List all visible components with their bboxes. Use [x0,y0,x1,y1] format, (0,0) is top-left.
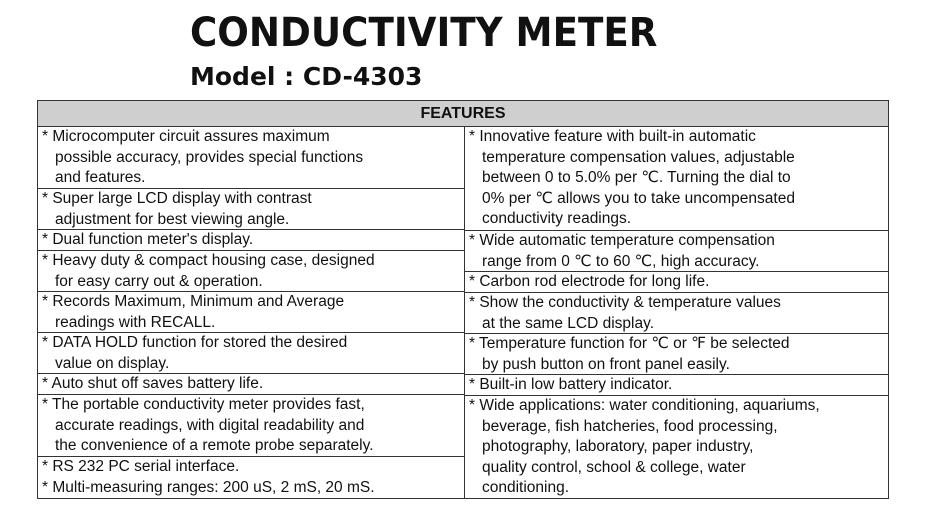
feature-text-line: temperature compensation values, adjustable [482,148,795,166]
feature-text-line: beverage, fish hatcheries, food processing, [482,417,778,435]
page-title: CONDUCTIVITY METER [190,10,658,56]
feature-cell [38,374,464,395]
feature-cell [38,457,464,499]
feature-text-line: * RS 232 PC serial interface. [42,458,240,475]
feature-text-line: conductivity readings. [482,210,632,228]
feature-text-line: * Wide applications: water conditioning, aquariums, [469,397,820,414]
feature-text-line: adjustment for best viewing angle. [55,210,290,228]
feature-text-line: possible accuracy, provides special functions [55,148,364,166]
features-table [37,100,889,499]
feature-text-line: * Auto shut off saves battery life. [42,375,264,392]
feature-text-line: * Microcomputer circuit assures maximum [42,128,330,145]
feature-text-line: * Multi-measuring ranges: 200 uS, 2 mS, 20 mS. [42,478,375,496]
feature-text-line: value on display. [55,354,170,372]
feature-text-line: and features. [55,169,146,187]
feature-cell [38,251,464,292]
model-number: Model : CD-4303 [190,62,423,91]
features-left-column [38,127,465,498]
feature-cell [465,231,888,272]
feature-text-line: * Dual function meter's display. [42,231,254,248]
features-heading: FEATURES [38,101,888,127]
feature-cell [38,292,464,333]
feature-text-line: between 0 to 5.0% per ℃. Turning the dial to [482,169,791,187]
feature-cell [465,127,888,231]
feature-text-line: photography, laboratory, paper industry, [482,438,754,456]
feature-text-line: * The portable conductivity meter provides fast, [42,396,365,413]
feature-cell [38,395,464,457]
feature-cell [465,272,888,293]
feature-cell [38,230,464,251]
feature-cell [465,396,888,499]
feature-text-line: for easy carry out & operation. [55,272,263,290]
feature-cell [465,375,888,396]
feature-text-line: 0% per ℃ allows you to take uncompensated [482,189,795,207]
feature-text-line: * DATA HOLD function for stored the desired [42,334,348,351]
feature-text-line: readings with RECALL. [55,313,216,331]
feature-text-line: * Records Maximum, Minimum and Average [42,293,345,310]
feature-text-line: * Innovative feature with built-in automatic [469,128,756,145]
features-right-column [465,127,888,498]
feature-text-line: by push button on front panel easily. [482,355,730,373]
feature-cell [38,333,464,374]
feature-cell [465,293,888,334]
feature-text-line: * Show the conductivity & temperature values [469,294,781,311]
feature-text-line: * Temperature function for ℃ or ℉ be selected [469,335,790,352]
feature-text-line: range from 0 ℃ to 60 ℃, high accuracy. [482,252,760,270]
feature-text-line: accurate readings, with digital readability and [55,416,365,434]
feature-text-line: at the same LCD display. [482,314,655,332]
feature-text-line: quality control, school & college, water [482,458,746,476]
feature-text-line: conditioning. [482,479,570,497]
feature-text-line: the convenience of a remote probe separately. [55,437,374,455]
feature-cell [465,334,888,375]
feature-text-line: * Super large LCD display with contrast [42,190,312,207]
feature-cell [38,127,464,189]
feature-text-line: * Heavy duty & compact housing case, designed [42,252,375,269]
feature-cell [38,189,464,230]
feature-text-line: * Wide automatic temperature compensation [469,232,775,249]
feature-text-line: * Built-in low battery indicator. [469,376,673,393]
feature-text-line: * Carbon rod electrode for long life. [469,273,710,290]
